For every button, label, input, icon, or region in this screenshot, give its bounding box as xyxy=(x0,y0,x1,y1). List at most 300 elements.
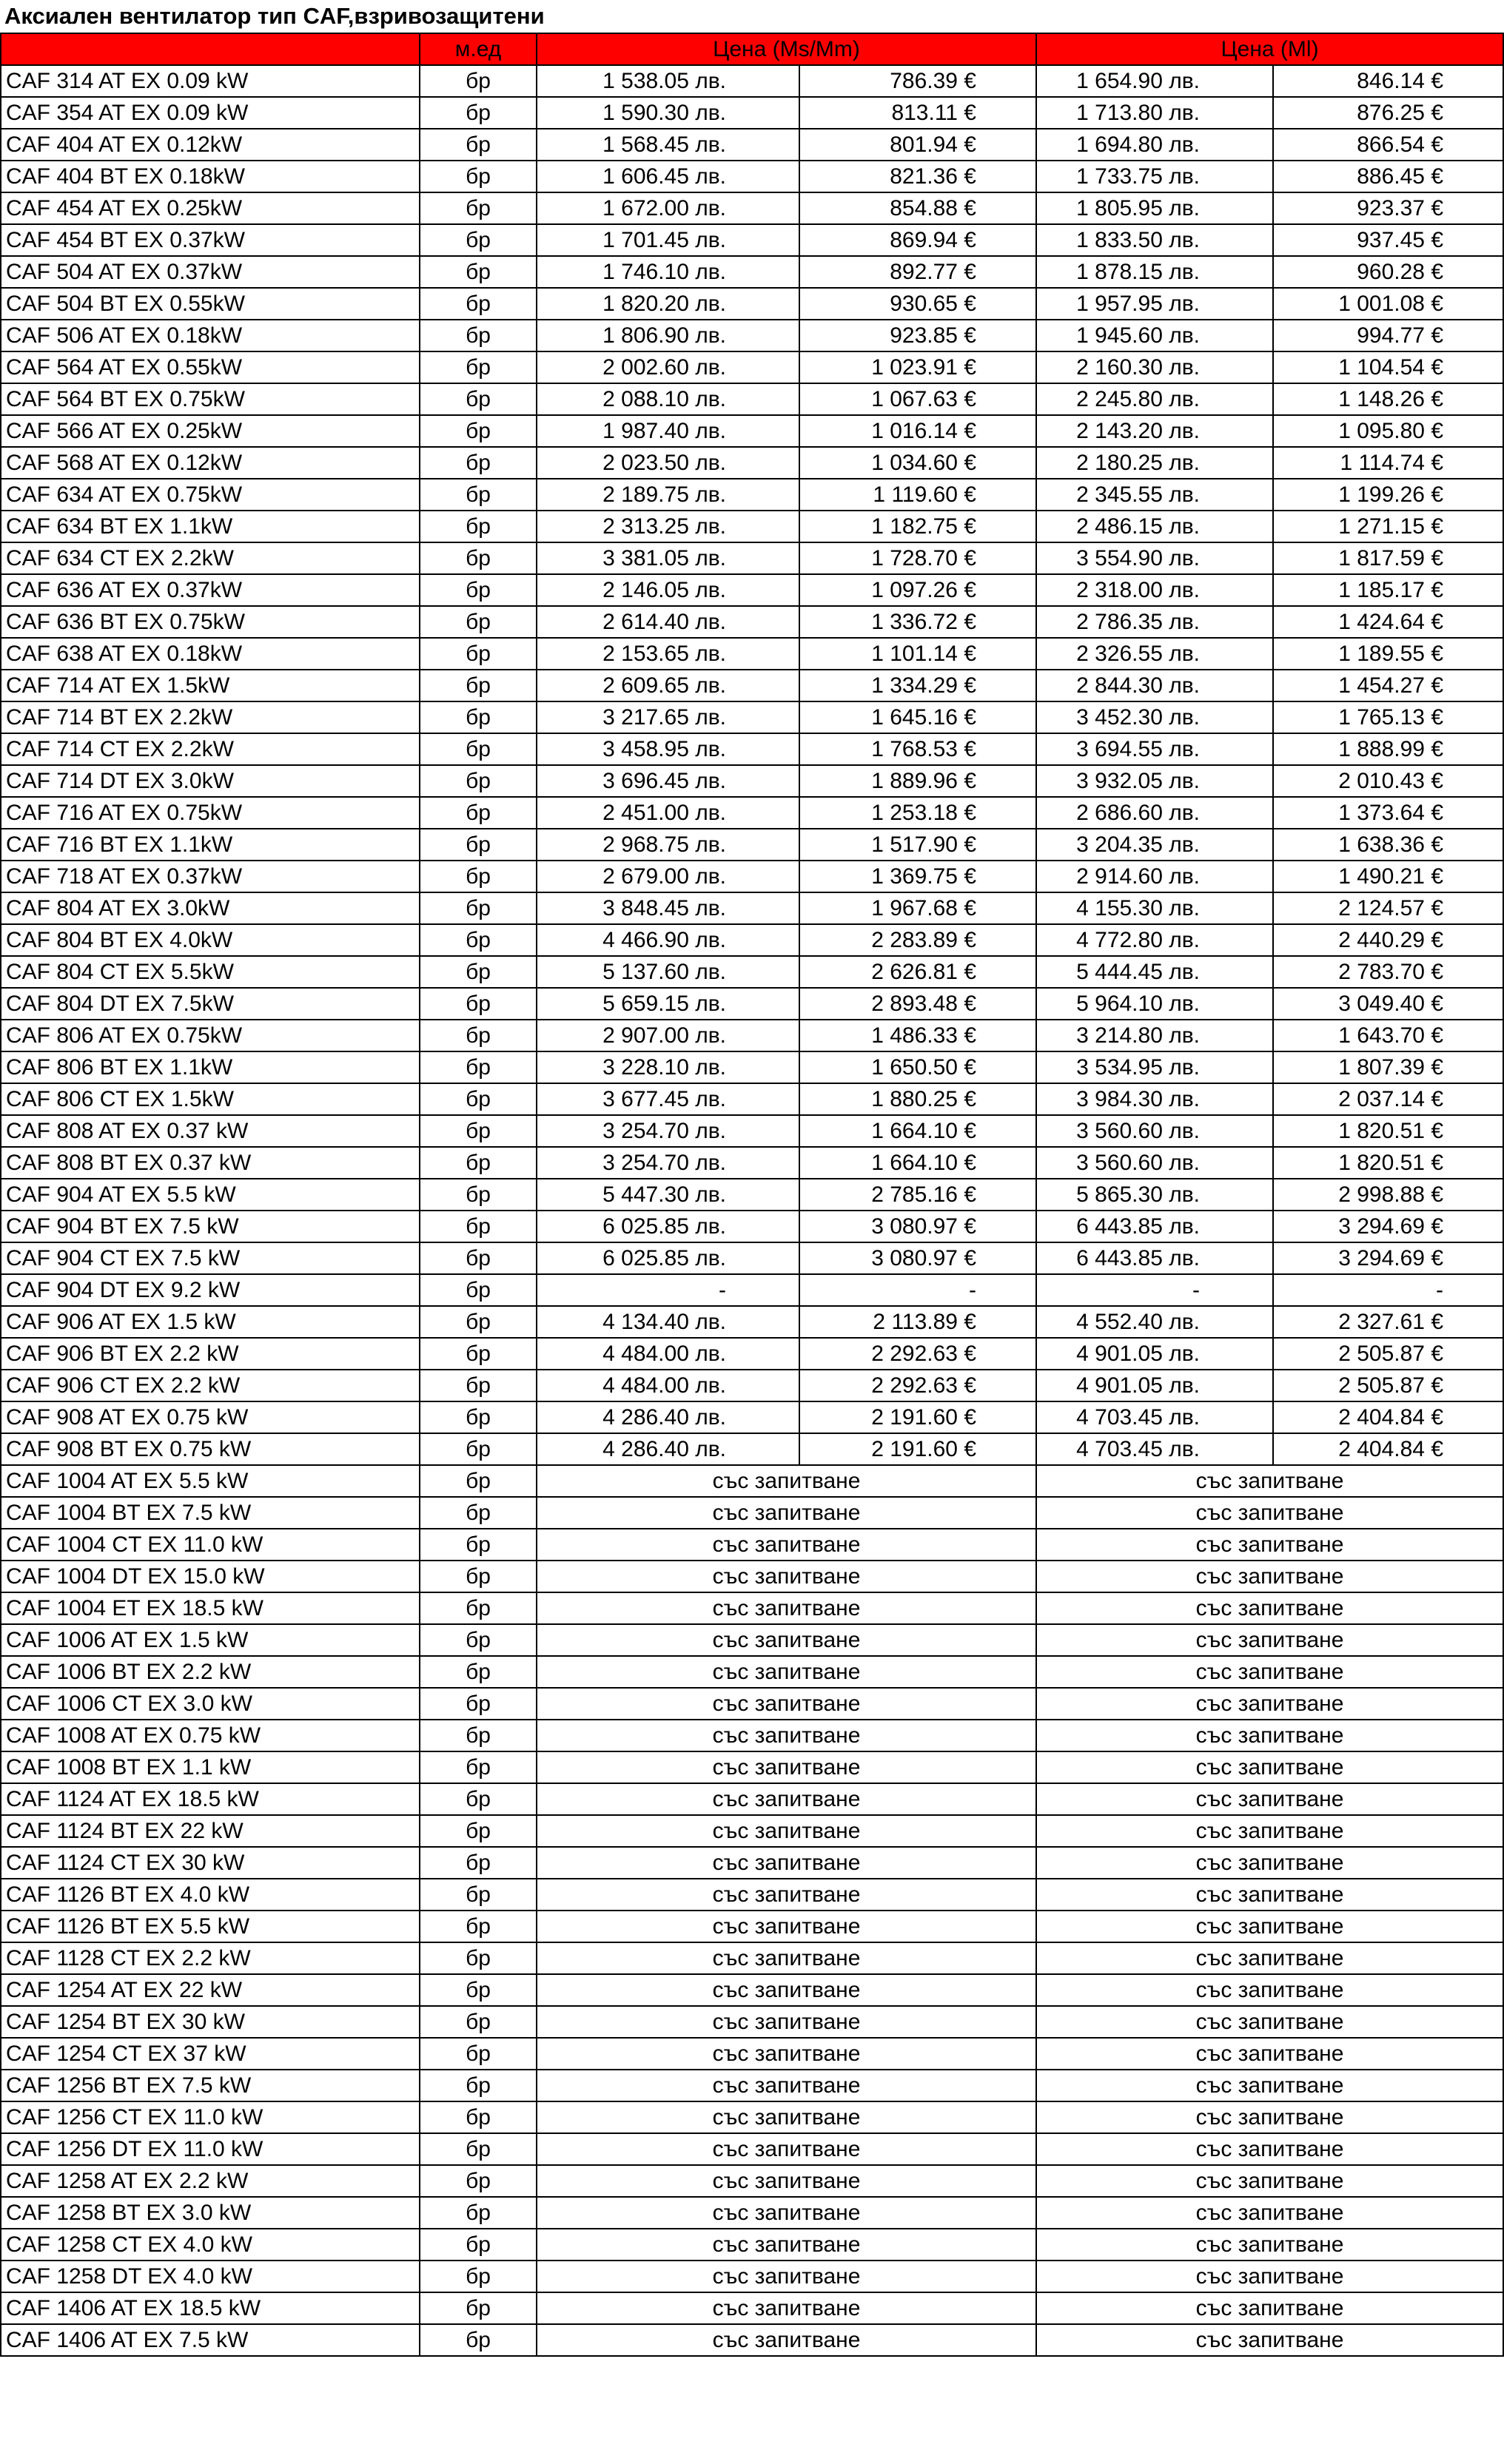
product-name-cell: CAF 1256 CT EX 11.0 kW xyxy=(1,2101,420,2133)
price-ml-eur-cell: 2 505.87 € xyxy=(1273,1370,1503,1401)
price-ml-eur-cell: 1 820.51 € xyxy=(1273,1115,1503,1147)
price-ms-eur-cell: 1 967.68 € xyxy=(799,892,1036,924)
price-ml-on-request-cell: със запитване xyxy=(1036,1624,1503,1656)
price-ml-bgn-cell: 2 914.60 лв. xyxy=(1036,861,1273,892)
table-row xyxy=(1,861,1503,892)
product-name-cell: CAF 1004 AT EX 5.5 kW xyxy=(1,1465,420,1497)
product-name-cell: CAF 1008 BT EX 1.1 kW xyxy=(1,1751,420,1783)
price-ms-on-request-cell: със запитване xyxy=(537,1751,1036,1783)
product-name-cell: CAF 808 BT EX 0.37 kW xyxy=(1,1147,420,1179)
unit-cell: бр xyxy=(420,2133,537,2165)
product-name-cell: CAF 904 BT EX 7.5 kW xyxy=(1,1211,420,1242)
product-name-cell: CAF 808 AT EX 0.37 kW xyxy=(1,1115,420,1147)
price-ml-eur-cell: 1 001.08 € xyxy=(1273,288,1503,320)
price-ml-bgn-cell: 4 703.45 лв. xyxy=(1036,1401,1273,1433)
table-row xyxy=(1,1083,1503,1115)
table-row xyxy=(1,2070,1503,2101)
price-ml-bgn-cell: 3 984.30 лв. xyxy=(1036,1083,1273,1115)
price-ms-on-request-cell: със запитване xyxy=(537,2133,1036,2165)
table-row xyxy=(1,1338,1503,1370)
price-ms-bgn-cell: 4 286.40 лв. xyxy=(537,1433,799,1465)
price-ml-bgn-cell: 4 901.05 лв. xyxy=(1036,1370,1273,1401)
price-ml-bgn-cell: 4 901.05 лв. xyxy=(1036,1338,1273,1370)
unit-cell: бр xyxy=(420,1847,537,1879)
table-row xyxy=(1,1751,1503,1783)
product-name-cell: CAF 716 BT EX 1.1kW xyxy=(1,829,420,861)
unit-cell: бр xyxy=(420,733,537,765)
product-name-cell: CAF 568 AT EX 0.12kW xyxy=(1,447,420,479)
table-row xyxy=(1,638,1503,670)
unit-cell: бр xyxy=(420,447,537,479)
price-ml-eur-cell: 3 294.69 € xyxy=(1273,1242,1503,1274)
table-row xyxy=(1,1974,1503,2006)
price-ml-on-request-cell: със запитване xyxy=(1036,2133,1503,2165)
price-ml-on-request-cell: със запитване xyxy=(1036,2261,1503,2292)
table-row xyxy=(1,1274,1503,1306)
unit-cell: бр xyxy=(420,1815,537,1847)
price-ms-on-request-cell: със запитване xyxy=(537,1911,1036,1942)
price-ms-eur-cell: 2 785.16 € xyxy=(799,1179,1036,1211)
price-ml-eur-cell: 1 104.54 € xyxy=(1273,351,1503,383)
price-ms-bgn-cell: 1 701.45 лв. xyxy=(537,224,799,256)
sheet-title: Аксиален вентилатор тип CAF,взривозащитени xyxy=(4,3,545,29)
table-row xyxy=(1,1179,1503,1211)
unit-cell: бр xyxy=(420,1465,537,1497)
price-ms-bgn-cell: 1 538.05 лв. xyxy=(537,65,799,97)
price-ml-eur-cell: 2 404.84 € xyxy=(1273,1401,1503,1433)
price-ms-bgn-cell: 4 466.90 лв. xyxy=(537,924,799,956)
table-row xyxy=(1,415,1503,447)
price-ml-eur-cell: 2 783.70 € xyxy=(1273,956,1503,988)
price-ms-bgn-cell: 2 313.25 лв. xyxy=(537,511,799,542)
price-ms-eur-cell: 1 182.75 € xyxy=(799,511,1036,542)
price-ml-bgn-cell: 5 865.30 лв. xyxy=(1036,1179,1273,1211)
price-ml-eur-cell: 1 490.21 € xyxy=(1273,861,1503,892)
price-ml-eur-cell: 2 037.14 € xyxy=(1273,1083,1503,1115)
unit-cell: бр xyxy=(420,1370,537,1401)
unit-cell: бр xyxy=(420,1561,537,1592)
unit-cell: бр xyxy=(420,829,537,861)
table-row xyxy=(1,351,1503,383)
unit-cell: бр xyxy=(420,1688,537,1720)
price-ml-on-request-cell: със запитване xyxy=(1036,2229,1503,2261)
price-ms-eur-cell: 930.65 € xyxy=(799,288,1036,320)
price-ms-bgn-cell: 2 451.00 лв. xyxy=(537,797,799,829)
price-ms-bgn-cell: 6 025.85 лв. xyxy=(537,1211,799,1242)
unit-cell: бр xyxy=(420,924,537,956)
price-ml-on-request-cell: със запитване xyxy=(1036,1688,1503,1720)
table-row xyxy=(1,1815,1503,1847)
price-ms-bgn-cell: 3 458.95 лв. xyxy=(537,733,799,765)
table-row xyxy=(1,320,1503,351)
price-ms-bgn-cell: 2 609.65 лв. xyxy=(537,670,799,701)
table-row xyxy=(1,829,1503,861)
price-ms-eur-cell: 854.88 € xyxy=(799,192,1036,224)
product-name-cell: CAF 1256 BT EX 7.5 kW xyxy=(1,2070,420,2101)
price-ml-eur-cell: 2 327.61 € xyxy=(1273,1306,1503,1338)
table-row xyxy=(1,1720,1503,1751)
price-ml-bgn-cell: 2 180.25 лв. xyxy=(1036,447,1273,479)
unit-cell: бр xyxy=(420,479,537,511)
price-ms-bgn-cell: - xyxy=(537,1274,799,1306)
price-ml-eur-cell: 1 424.64 € xyxy=(1273,606,1503,638)
price-ml-eur-cell: 1 820.51 € xyxy=(1273,1147,1503,1179)
price-ml-eur-cell: 1 199.26 € xyxy=(1273,479,1503,511)
table-row xyxy=(1,97,1503,129)
product-name-cell: CAF 566 AT EX 0.25kW xyxy=(1,415,420,447)
price-ms-eur-cell: 1 486.33 € xyxy=(799,1020,1036,1051)
product-name-cell: CAF 506 AT EX 0.18kW xyxy=(1,320,420,351)
price-ms-eur-cell: 1 664.10 € xyxy=(799,1147,1036,1179)
product-name-cell: CAF 906 AT EX 1.5 kW xyxy=(1,1306,420,1338)
price-ms-bgn-cell: 2 189.75 лв. xyxy=(537,479,799,511)
unit-cell: бр xyxy=(420,574,537,606)
price-ms-on-request-cell: със запитване xyxy=(537,1879,1036,1911)
product-name-cell: CAF 564 BT EX 0.75kW xyxy=(1,383,420,415)
product-name-cell: CAF 1006 BT EX 2.2 kW xyxy=(1,1656,420,1688)
table-row xyxy=(1,1147,1503,1179)
table-row xyxy=(1,1529,1503,1561)
price-ml-bgn-cell: 2 345.55 лв. xyxy=(1036,479,1273,511)
table-row xyxy=(1,1688,1503,1720)
product-name-cell: CAF 314 AT EX 0.09 kW xyxy=(1,65,420,97)
unit-cell: бр xyxy=(420,606,537,638)
table-row xyxy=(1,2261,1503,2292)
price-ml-on-request-cell: със запитване xyxy=(1036,1847,1503,1879)
product-name-cell: CAF 1126 BT EX 5.5 kW xyxy=(1,1911,420,1942)
price-ms-eur-cell: - xyxy=(799,1274,1036,1306)
price-ml-on-request-cell: със запитване xyxy=(1036,1465,1503,1497)
price-ml-bgn-cell: 3 932.05 лв. xyxy=(1036,765,1273,797)
table-row xyxy=(1,1115,1503,1147)
price-ml-bgn-cell: 4 703.45 лв. xyxy=(1036,1433,1273,1465)
price-ml-eur-cell: 1 373.64 € xyxy=(1273,797,1503,829)
price-ms-eur-cell: 2 191.60 € xyxy=(799,1401,1036,1433)
price-ms-bgn-cell: 3 228.10 лв. xyxy=(537,1051,799,1083)
price-ms-on-request-cell: със запитване xyxy=(537,1592,1036,1624)
table-row xyxy=(1,797,1503,829)
price-ml-eur-cell: 1 114.74 € xyxy=(1273,447,1503,479)
product-name-cell: CAF 404 AT EX 0.12kW xyxy=(1,129,420,161)
price-ml-bgn-cell: 2 318.00 лв. xyxy=(1036,574,1273,606)
price-ml-bgn-cell: 4 552.40 лв. xyxy=(1036,1306,1273,1338)
table-row xyxy=(1,1592,1503,1624)
price-ms-on-request-cell: със запитване xyxy=(537,1529,1036,1561)
price-ml-bgn-cell: 4 155.30 лв. xyxy=(1036,892,1273,924)
product-name-cell: CAF 634 CT EX 2.2kW xyxy=(1,542,420,574)
price-ms-eur-cell: 1 889.96 € xyxy=(799,765,1036,797)
price-ms-bgn-cell: 3 254.70 лв. xyxy=(537,1147,799,1179)
price-ml-bgn-cell: 2 786.35 лв. xyxy=(1036,606,1273,638)
table-row xyxy=(1,2197,1503,2229)
table-row xyxy=(1,1242,1503,1274)
table-row xyxy=(1,1370,1503,1401)
price-ms-eur-cell: 1 728.70 € xyxy=(799,542,1036,574)
price-ms-eur-cell: 813.11 € xyxy=(799,97,1036,129)
price-ms-bgn-cell: 2 614.40 лв. xyxy=(537,606,799,638)
price-ml-eur-cell: 886.45 € xyxy=(1273,161,1503,192)
product-name-cell: CAF 908 BT EX 0.75 kW xyxy=(1,1433,420,1465)
price-ms-on-request-cell: със запитване xyxy=(537,1656,1036,1688)
price-ml-eur-cell: 2 998.88 € xyxy=(1273,1179,1503,1211)
price-ms-bgn-cell: 3 254.70 лв. xyxy=(537,1115,799,1147)
product-name-cell: CAF 804 DT EX 7.5kW xyxy=(1,988,420,1020)
table-row xyxy=(1,65,1503,97)
price-ml-bgn-cell: 3 214.80 лв. xyxy=(1036,1020,1273,1051)
price-ml-bgn-cell: 1 957.95 лв. xyxy=(1036,288,1273,320)
table-row xyxy=(1,2292,1503,2324)
product-name-cell: CAF 636 BT EX 0.75kW xyxy=(1,606,420,638)
unit-cell: бр xyxy=(420,797,537,829)
product-name-cell: CAF 1004 BT EX 7.5 kW xyxy=(1,1497,420,1529)
price-ms-eur-cell: 2 113.89 € xyxy=(799,1306,1036,1338)
price-ml-bgn-cell: 1 833.50 лв. xyxy=(1036,224,1273,256)
price-ms-bgn-cell: 3 217.65 лв. xyxy=(537,701,799,733)
unit-cell: бр xyxy=(420,701,537,733)
unit-cell: бр xyxy=(420,2324,537,2356)
price-ms-eur-cell: 2 292.63 € xyxy=(799,1338,1036,1370)
header-price-ms-cell: Цена (Ms/Mm) xyxy=(537,33,1036,65)
price-ms-on-request-cell: със запитване xyxy=(537,1497,1036,1529)
unit-cell: бр xyxy=(420,1911,537,1942)
price-ms-on-request-cell: със запитване xyxy=(537,2292,1036,2324)
price-ml-bgn-cell: 2 686.60 лв. xyxy=(1036,797,1273,829)
product-name-cell: CAF 804 BT EX 4.0kW xyxy=(1,924,420,956)
price-ms-bgn-cell: 2 002.60 лв. xyxy=(537,351,799,383)
price-ms-on-request-cell: със запитване xyxy=(537,2165,1036,2197)
price-ml-bgn-cell: 3 452.30 лв. xyxy=(1036,701,1273,733)
price-ml-eur-cell: 3 049.40 € xyxy=(1273,988,1503,1020)
price-ms-bgn-cell: 2 679.00 лв. xyxy=(537,861,799,892)
price-ms-eur-cell: 786.39 € xyxy=(799,65,1036,97)
unit-cell: бр xyxy=(420,1497,537,1529)
price-ml-on-request-cell: със запитване xyxy=(1036,1561,1503,1592)
unit-cell: бр xyxy=(420,2261,537,2292)
product-name-cell: CAF 454 BT EX 0.37kW xyxy=(1,224,420,256)
price-ml-bgn-cell: 6 443.85 лв. xyxy=(1036,1242,1273,1274)
price-ml-on-request-cell: със запитване xyxy=(1036,1656,1503,1688)
table-row xyxy=(1,956,1503,988)
product-name-cell: CAF 904 CT EX 7.5 kW xyxy=(1,1242,420,1274)
product-name-cell: CAF 806 BT EX 1.1kW xyxy=(1,1051,420,1083)
price-ml-bgn-cell: 6 443.85 лв. xyxy=(1036,1211,1273,1242)
price-ms-eur-cell: 2 893.48 € xyxy=(799,988,1036,1020)
table-row xyxy=(1,924,1503,956)
product-name-cell: CAF 716 AT EX 0.75kW xyxy=(1,797,420,829)
price-ml-on-request-cell: със запитване xyxy=(1036,1529,1503,1561)
price-ml-bgn-cell: 1 878.15 лв. xyxy=(1036,256,1273,288)
product-name-cell: CAF 1256 DT EX 11.0 kW xyxy=(1,2133,420,2165)
price-ms-bgn-cell: 1 820.20 лв. xyxy=(537,288,799,320)
price-ms-eur-cell: 1 101.14 € xyxy=(799,638,1036,670)
table-row xyxy=(1,1020,1503,1051)
unit-cell: бр xyxy=(420,861,537,892)
price-ms-eur-cell: 923.85 € xyxy=(799,320,1036,351)
price-ml-bgn-cell: 5 964.10 лв. xyxy=(1036,988,1273,1020)
product-name-cell: CAF 906 BT EX 2.2 kW xyxy=(1,1338,420,1370)
price-ml-bgn-cell: 3 560.60 лв. xyxy=(1036,1147,1273,1179)
price-ms-eur-cell: 1 336.72 € xyxy=(799,606,1036,638)
product-name-cell: CAF 1254 BT EX 30 kW xyxy=(1,2006,420,2038)
price-ms-eur-cell: 3 080.97 € xyxy=(799,1211,1036,1242)
unit-cell: бр xyxy=(420,2197,537,2229)
unit-cell: бр xyxy=(420,1751,537,1783)
table-row xyxy=(1,606,1503,638)
header-unit-cell: м.ед xyxy=(420,33,537,65)
price-ms-eur-cell: 1 067.63 € xyxy=(799,383,1036,415)
product-name-cell: CAF 806 AT EX 0.75kW xyxy=(1,1020,420,1051)
unit-cell: бр xyxy=(420,1051,537,1083)
unit-cell: бр xyxy=(420,224,537,256)
unit-cell: бр xyxy=(420,2292,537,2324)
price-ms-bgn-cell: 4 286.40 лв. xyxy=(537,1401,799,1433)
product-name-cell: CAF 638 AT EX 0.18kW xyxy=(1,638,420,670)
price-ms-bgn-cell: 1 806.90 лв. xyxy=(537,320,799,351)
table-row xyxy=(1,1433,1503,1465)
table-row xyxy=(1,2133,1503,2165)
price-ml-eur-cell: 1 638.36 € xyxy=(1273,829,1503,861)
price-ms-on-request-cell: със запитване xyxy=(537,1942,1036,1974)
unit-cell: бр xyxy=(420,320,537,351)
price-ml-eur-cell: 1 807.39 € xyxy=(1273,1051,1503,1083)
price-ms-on-request-cell: със запитване xyxy=(537,2261,1036,2292)
unit-cell: бр xyxy=(420,1401,537,1433)
table-row xyxy=(1,542,1503,574)
price-ml-bgn-cell: - xyxy=(1036,1274,1273,1306)
price-ms-bgn-cell: 5 447.30 лв. xyxy=(537,1179,799,1211)
table-row xyxy=(1,1624,1503,1656)
table-row xyxy=(1,765,1503,797)
product-name-cell: CAF 1124 BT EX 22 kW xyxy=(1,1815,420,1847)
price-ms-bgn-cell: 1 606.45 лв. xyxy=(537,161,799,192)
unit-cell: бр xyxy=(420,351,537,383)
header-row xyxy=(1,33,1503,65)
product-name-cell: CAF 504 BT EX 0.55kW xyxy=(1,288,420,320)
header-product-cell xyxy=(1,33,420,65)
price-ml-bgn-cell: 4 772.80 лв. xyxy=(1036,924,1273,956)
price-ms-bgn-cell: 1 746.10 лв. xyxy=(537,256,799,288)
table-row xyxy=(1,1497,1503,1529)
price-ml-eur-cell: 3 294.69 € xyxy=(1273,1211,1503,1242)
price-table-body xyxy=(1,33,1503,2356)
price-ms-on-request-cell: със запитване xyxy=(537,1688,1036,1720)
unit-cell: бр xyxy=(420,1242,537,1274)
price-ml-eur-cell: 937.45 € xyxy=(1273,224,1503,256)
unit-cell: бр xyxy=(420,192,537,224)
product-name-cell: CAF 904 DT EX 9.2 kW xyxy=(1,1274,420,1306)
price-ms-eur-cell: 869.94 € xyxy=(799,224,1036,256)
price-ml-eur-cell: 1 643.70 € xyxy=(1273,1020,1503,1051)
product-name-cell: CAF 714 BT EX 2.2kW xyxy=(1,701,420,733)
unit-cell: бр xyxy=(420,1179,537,1211)
unit-cell: бр xyxy=(420,256,537,288)
price-ml-eur-cell: 846.14 € xyxy=(1273,65,1503,97)
unit-cell: бр xyxy=(420,670,537,701)
price-ml-bgn-cell: 5 444.45 лв. xyxy=(1036,956,1273,988)
table-row xyxy=(1,1911,1503,1942)
price-ml-eur-cell: 2 404.84 € xyxy=(1273,1433,1503,1465)
price-ms-eur-cell: 892.77 € xyxy=(799,256,1036,288)
price-ms-eur-cell: 801.94 € xyxy=(799,129,1036,161)
unit-cell: бр xyxy=(420,1720,537,1751)
price-ms-bgn-cell: 1 987.40 лв. xyxy=(537,415,799,447)
price-ml-eur-cell: 2 440.29 € xyxy=(1273,924,1503,956)
price-ml-bgn-cell: 1 945.60 лв. xyxy=(1036,320,1273,351)
price-ms-on-request-cell: със запитване xyxy=(537,2324,1036,2356)
price-ms-bgn-cell: 3 677.45 лв. xyxy=(537,1083,799,1115)
unit-cell: бр xyxy=(420,383,537,415)
product-name-cell: CAF 634 BT EX 1.1kW xyxy=(1,511,420,542)
price-ml-on-request-cell: със запитване xyxy=(1036,2101,1503,2133)
price-ml-eur-cell: 923.37 € xyxy=(1273,192,1503,224)
price-ms-eur-cell: 1 650.50 € xyxy=(799,1051,1036,1083)
price-ml-bgn-cell: 3 554.90 лв. xyxy=(1036,542,1273,574)
price-ml-on-request-cell: със запитване xyxy=(1036,1815,1503,1847)
table-row xyxy=(1,288,1503,320)
product-name-cell: CAF 714 CT EX 2.2kW xyxy=(1,733,420,765)
table-row xyxy=(1,447,1503,479)
product-name-cell: CAF 1258 CT EX 4.0 kW xyxy=(1,2229,420,2261)
price-ms-bgn-cell: 4 484.00 лв. xyxy=(537,1338,799,1370)
price-ml-on-request-cell: със запитване xyxy=(1036,1911,1503,1942)
table-row xyxy=(1,1783,1503,1815)
product-name-cell: CAF 804 AT EX 3.0kW xyxy=(1,892,420,924)
price-ml-bgn-cell: 2 143.20 лв. xyxy=(1036,415,1273,447)
product-name-cell: CAF 454 AT EX 0.25kW xyxy=(1,192,420,224)
table-row xyxy=(1,1561,1503,1592)
price-ml-eur-cell: 1 095.80 € xyxy=(1273,415,1503,447)
unit-cell: бр xyxy=(420,511,537,542)
price-ms-eur-cell: 1 664.10 € xyxy=(799,1115,1036,1147)
table-row xyxy=(1,1465,1503,1497)
price-ml-eur-cell: 1 817.59 € xyxy=(1273,542,1503,574)
price-ms-bgn-cell: 5 659.15 лв. xyxy=(537,988,799,1020)
table-row xyxy=(1,892,1503,924)
product-name-cell: CAF 404 BT EX 0.18kW xyxy=(1,161,420,192)
table-row xyxy=(1,1942,1503,1974)
unit-cell: бр xyxy=(420,2006,537,2038)
price-ms-on-request-cell: със запитване xyxy=(537,1815,1036,1847)
price-ms-eur-cell: 1 369.75 € xyxy=(799,861,1036,892)
table-row xyxy=(1,2101,1503,2133)
price-ms-on-request-cell: със запитване xyxy=(537,1783,1036,1815)
product-name-cell: CAF 908 AT EX 0.75 kW xyxy=(1,1401,420,1433)
product-name-cell: CAF 1124 AT EX 18.5 kW xyxy=(1,1783,420,1815)
price-ml-bgn-cell: 3 534.95 лв. xyxy=(1036,1051,1273,1083)
table-row xyxy=(1,988,1503,1020)
product-name-cell: CAF 1258 BT EX 3.0 kW xyxy=(1,2197,420,2229)
product-name-cell: CAF 714 DT EX 3.0kW xyxy=(1,765,420,797)
price-ms-bgn-cell: 3 381.05 лв. xyxy=(537,542,799,574)
unit-cell: бр xyxy=(420,1783,537,1815)
unit-cell: бр xyxy=(420,129,537,161)
price-ml-eur-cell: 866.54 € xyxy=(1273,129,1503,161)
unit-cell: бр xyxy=(420,65,537,97)
unit-cell: бр xyxy=(420,1529,537,1561)
price-ms-eur-cell: 1 016.14 € xyxy=(799,415,1036,447)
product-name-cell: CAF 804 CT EX 5.5kW xyxy=(1,956,420,988)
price-ml-eur-cell: 2 010.43 € xyxy=(1273,765,1503,797)
unit-cell: бр xyxy=(420,1974,537,2006)
price-ms-eur-cell: 1 253.18 € xyxy=(799,797,1036,829)
table-row xyxy=(1,192,1503,224)
price-ml-on-request-cell: със запитване xyxy=(1036,2324,1503,2356)
price-ml-eur-cell: 960.28 € xyxy=(1273,256,1503,288)
price-ml-on-request-cell: със запитване xyxy=(1036,1974,1503,2006)
table-row xyxy=(1,2229,1503,2261)
price-ms-eur-cell: 2 283.89 € xyxy=(799,924,1036,956)
price-ms-bgn-cell: 2 023.50 лв. xyxy=(537,447,799,479)
